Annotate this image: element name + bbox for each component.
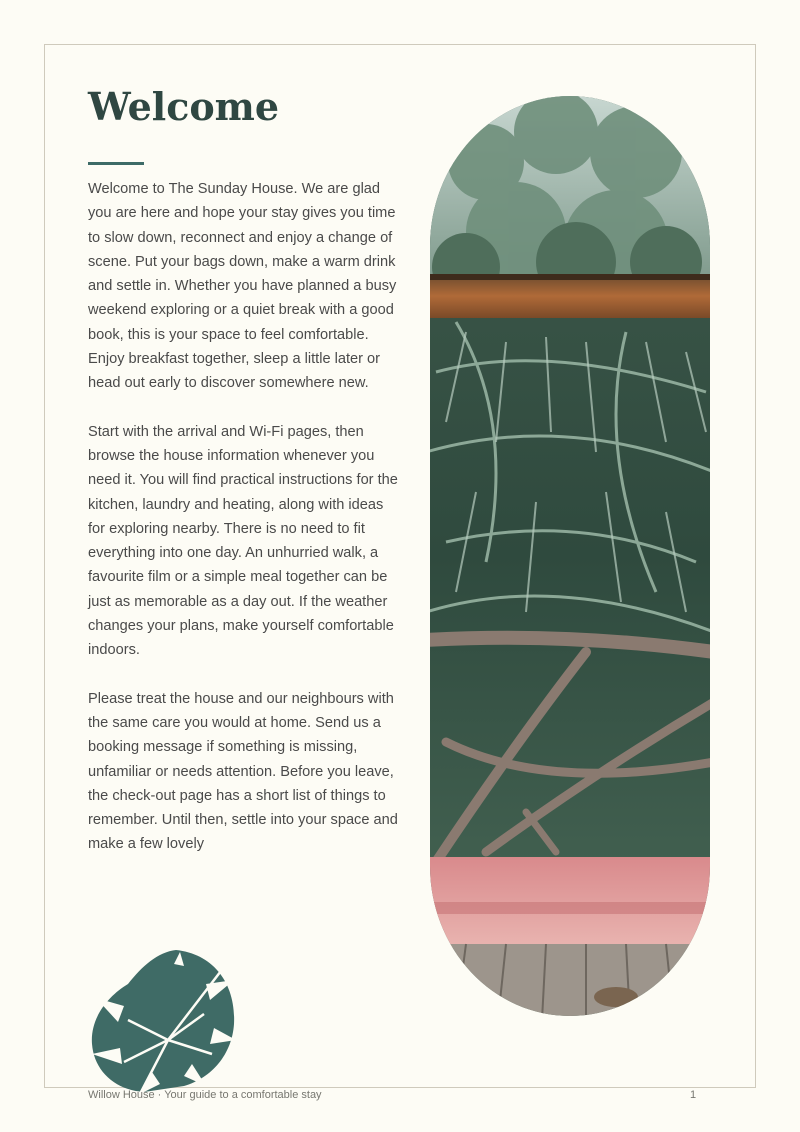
page-title: Welcome xyxy=(88,84,280,129)
welcome-body xyxy=(88,177,400,881)
monstera-leaf-icon xyxy=(84,944,244,1100)
paragraph-guide: Start with the arrival and Wi-Fi pages, then browse the house information whenever you need it. You will find practical instructions for the kitchen, laundry and heating, along with ideas for exploring nearby. There is no need to fit everything into one day. An unhurried walk, a favourite film or a simple meal together can be just as memorable as a day out. If the weather changes your plans, make yourself comfortable indoors. xyxy=(88,423,398,659)
title-underline xyxy=(88,162,144,165)
veranda-photo xyxy=(426,92,714,1020)
paragraph-intro: Welcome to The Sunday House. We are glad you are here and hope your stay gives you time to slow down, reconnect and enjoy a change of scene. Put your bags down, make a warm drink and settle in. Whether you have planned a busy weekend exploring or a quiet break with a good book, this is your space to feel comfortable. Enjoy breakfast together, sleep a little later or head out early to discover somewhere new. xyxy=(88,181,397,392)
paragraph-care: Please treat the house and our neighbours with the same care you would at home. Send us a booking message if something is missing, unfamiliar or needs attention. Before you leave, the check-out page has a short list of things to remember. Until then, settle into your space and make a few lovely xyxy=(88,690,398,853)
footer-guide-label: Willow House · Your guide to a comfortable stay xyxy=(88,1089,322,1101)
page-number: 1 xyxy=(690,1089,697,1101)
